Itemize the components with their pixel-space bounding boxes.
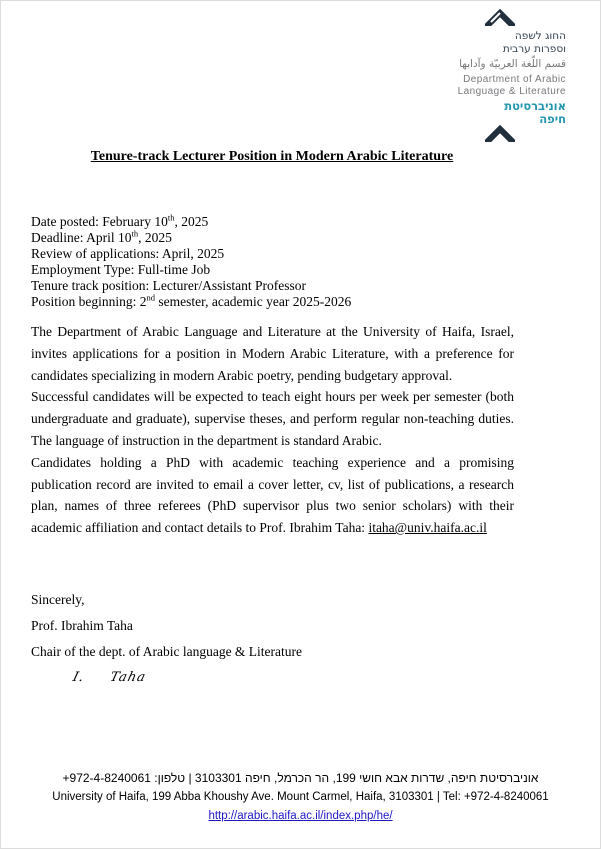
footer-address-english: University of Haifa, 199 Abba Khoushy Ave. Mount Carmel, Haifa, 3103301 | Tel: +972-4-8240061 xyxy=(52,791,549,803)
closing-block xyxy=(31,593,302,671)
footer-phone-hebrew: +972-4-8240061 xyxy=(62,771,151,785)
page-title xyxy=(31,149,513,165)
body-text xyxy=(31,321,514,539)
ordinal-superscript: th xyxy=(131,228,139,239)
dept-name-arabic: قسم اللّغة العربيّة وآدابها xyxy=(459,58,566,70)
dept-name-hebrew xyxy=(434,30,566,55)
chevron-up-icon xyxy=(485,9,515,26)
meta-line-deadline: Deadline: April 10th, 2025 xyxy=(31,228,172,245)
paragraph-application xyxy=(31,452,514,539)
email-link[interactable]: itaha@univ.haifa.ac.il xyxy=(368,520,487,536)
meta-line-date-posted: Date posted: February 10th, 2025 xyxy=(31,212,209,229)
closing-salutation: Sincerely, xyxy=(31,592,85,607)
meta-line-tenure-track: Tenure track position: Lecturer/Assistant Professor xyxy=(31,278,306,293)
closing-name: Prof. Ibrahim Taha xyxy=(31,618,133,633)
dept-name-english-line2: Language & Literature xyxy=(457,85,566,97)
university-name-hebrew xyxy=(434,100,566,125)
meta-line-position-beginning: Position beginning: 2nd semester, academic year 2025-2026 xyxy=(31,292,352,309)
meta-line-review: Review of applications: April, 2025 xyxy=(31,246,225,261)
signature-name: Taha xyxy=(108,670,148,685)
page-footer xyxy=(1,768,600,825)
dept-name-hebrew-line2: וספרות ערבית xyxy=(502,42,566,55)
university-name-hebrew-line2: חיפה xyxy=(539,111,566,126)
footer-address-hebrew: אוניברסיטת חיפה, שדרות אבא חושי 199, הר הכרמל, חיפה 3103301 | טלפון: +972-4-8240061 xyxy=(62,771,539,785)
dept-name-english-line1: Department of Arabic xyxy=(463,74,566,85)
footer-link-line xyxy=(1,807,600,825)
closing-role: Chair of the dept. of Arabic language & Literature xyxy=(31,644,303,659)
department-website-link[interactable]: http://arabic.haifa.ac.il/index.php/he/ xyxy=(208,810,393,822)
signature-initial: I. xyxy=(71,670,87,685)
dept-name-hebrew-line1: החוג לשפה xyxy=(514,30,566,42)
paragraph-invitation: The Department of Arabic Language and Literature at the University of Haifa, Israel, invites applications for a position in Modern Arabic Literature, with a preference for candidates specializing in modern Arabic poetry, pending budgetary approval. xyxy=(31,324,514,383)
ordinal-superscript: nd xyxy=(146,292,156,303)
university-logo xyxy=(434,9,566,142)
university-name-hebrew-line1: אוניברסיטת xyxy=(504,99,566,113)
ordinal-superscript: th xyxy=(167,212,175,223)
paragraph-application-text: Candidates holding a PhD with academic teaching experience and a promising publication record are invited to email a cover letter, cv, list of publications, a research plan, names of three referees (PhD supervisor plus two senior scholars) with their academic affiliation and contact details to Prof. Ibrahim Taha: xyxy=(31,454,514,536)
handwritten-signature xyxy=(71,670,148,685)
chevron-up-icon xyxy=(485,125,515,142)
position-details xyxy=(31,214,513,310)
page-title-text: Tenure-track Lecturer Position in Modern Arabic Literature xyxy=(90,149,454,164)
paragraph-duties: Successful candidates will be expected to teach eight hours per week per semester (both undergraduate and graduate), supervise theses, and perform regular non-teaching duties. The language of instruction in the department is standard Arabic. xyxy=(31,389,514,448)
dept-name-english xyxy=(434,74,566,97)
meta-line-employment-type: Employment Type: Full-time Job xyxy=(31,262,211,277)
